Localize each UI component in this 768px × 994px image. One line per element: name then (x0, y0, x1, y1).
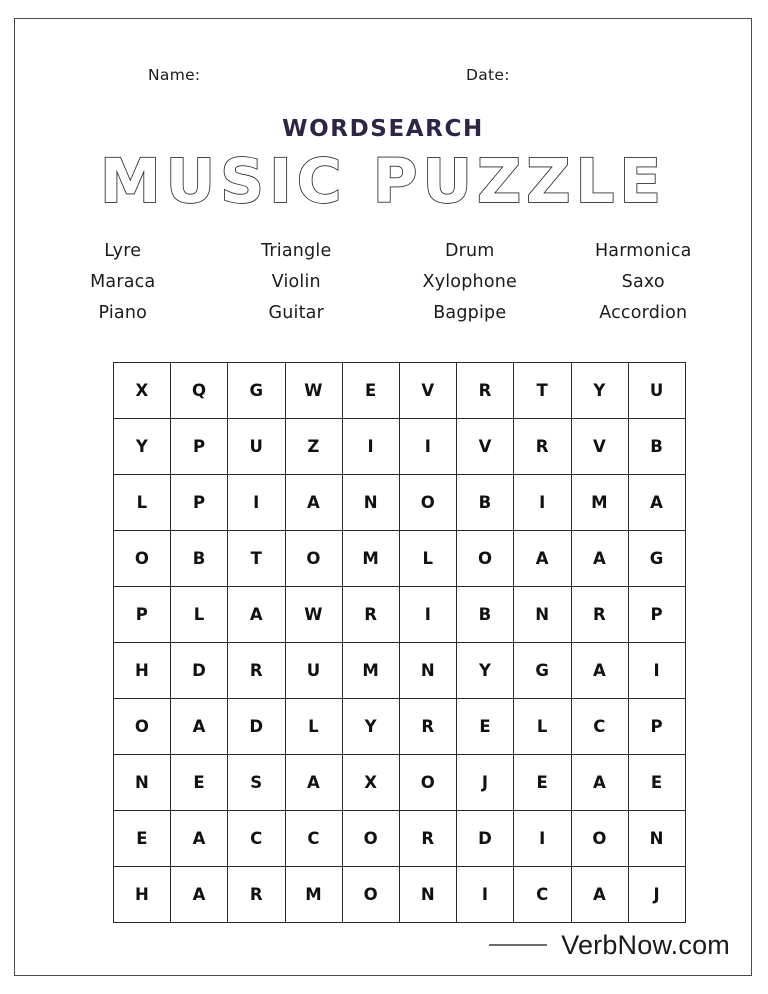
grid-cell[interactable]: C (228, 811, 285, 867)
grid-cell[interactable]: R (457, 363, 514, 419)
grid-cell[interactable]: Y (114, 419, 171, 475)
grid-cell[interactable]: R (228, 643, 285, 699)
grid-cell[interactable]: I (399, 587, 456, 643)
grid-cell[interactable]: A (171, 867, 228, 923)
grid-cell[interactable]: C (571, 699, 628, 755)
grid-cell[interactable]: L (285, 699, 342, 755)
word-item: Drum (444, 241, 495, 261)
word-item: Guitar (268, 303, 324, 323)
grid-row (114, 699, 686, 755)
word-item: Saxo (621, 272, 665, 292)
grid-cell[interactable]: A (171, 699, 228, 755)
grid-cell[interactable]: O (399, 755, 456, 811)
grid-cell[interactable]: O (114, 699, 171, 755)
grid-cell[interactable]: N (342, 475, 399, 531)
word-item: Maraca (90, 272, 156, 292)
grid-cell[interactable]: R (228, 867, 285, 923)
grid-cell[interactable]: A (571, 643, 628, 699)
student-info-row (14, 66, 752, 92)
grid-cell[interactable]: Q (171, 363, 228, 419)
grid-cell[interactable]: N (114, 755, 171, 811)
grid-cell[interactable]: A (171, 811, 228, 867)
grid-cell[interactable]: V (457, 419, 514, 475)
grid-cell[interactable]: R (399, 699, 456, 755)
grid-cell[interactable]: G (628, 531, 685, 587)
brand-label: VerbNow.com (561, 929, 730, 960)
grid-cell[interactable]: E (171, 755, 228, 811)
grid-cell[interactable]: A (228, 587, 285, 643)
grid-cell[interactable]: I (514, 475, 571, 531)
grid-cell[interactable]: M (571, 475, 628, 531)
grid-cell[interactable]: E (628, 755, 685, 811)
grid-cell[interactable]: X (342, 755, 399, 811)
puzzle-grid (113, 362, 686, 923)
grid-cell[interactable]: B (457, 587, 514, 643)
grid-cell[interactable]: A (571, 867, 628, 923)
grid-cell[interactable]: N (399, 867, 456, 923)
grid-cell[interactable]: L (171, 587, 228, 643)
grid-cell[interactable]: B (457, 475, 514, 531)
grid-cell[interactable]: Z (285, 419, 342, 475)
grid-row (114, 587, 686, 643)
date-label: Date: (466, 66, 510, 84)
grid-cell[interactable]: W (285, 363, 342, 419)
grid-row (114, 531, 686, 587)
grid-cell[interactable]: G (228, 363, 285, 419)
grid-cell[interactable]: E (342, 363, 399, 419)
grid-cell[interactable]: C (285, 811, 342, 867)
grid-row (114, 363, 686, 419)
grid-cell[interactable]: N (514, 587, 571, 643)
grid-cell[interactable]: P (628, 587, 685, 643)
grid-row (114, 867, 686, 923)
grid-cell[interactable]: H (114, 867, 171, 923)
grid-cell[interactable]: I (342, 419, 399, 475)
grid-cell[interactable]: R (571, 587, 628, 643)
word-list-column-2 (210, 236, 384, 329)
grid-cell[interactable]: L (514, 699, 571, 755)
grid-cell[interactable]: I (399, 419, 456, 475)
worksheet-content (14, 18, 752, 976)
word-list (14, 236, 752, 329)
grid-cell[interactable]: U (628, 363, 685, 419)
grid-cell[interactable]: A (571, 755, 628, 811)
name-label: Name: (148, 66, 201, 84)
word-item: Lyre (104, 241, 142, 261)
word-item: Violin (271, 272, 321, 292)
grid-cell[interactable]: A (285, 755, 342, 811)
grid-cell[interactable]: S (228, 755, 285, 811)
grid-cell[interactable]: A (628, 475, 685, 531)
grid-row (114, 811, 686, 867)
grid-row (114, 643, 686, 699)
grid-cell[interactable]: R (514, 419, 571, 475)
grid-cell[interactable]: V (399, 363, 456, 419)
grid-cell[interactable]: B (628, 419, 685, 475)
grid-cell[interactable]: G (514, 643, 571, 699)
word-item: Harmonica (594, 241, 692, 261)
grid-cell[interactable]: D (457, 811, 514, 867)
grid-cell[interactable]: P (171, 419, 228, 475)
grid-cell[interactable]: N (399, 643, 456, 699)
grid-cell[interactable]: E (514, 755, 571, 811)
grid-cell[interactable]: A (285, 475, 342, 531)
grid-cell[interactable]: U (285, 643, 342, 699)
grid-cell[interactable]: I (228, 475, 285, 531)
grid-cell[interactable]: P (628, 699, 685, 755)
footer (14, 922, 752, 968)
word-item: Triangle (261, 241, 332, 261)
grid-cell[interactable]: O (457, 531, 514, 587)
word-item: Bagpipe (433, 303, 507, 323)
grid-cell[interactable]: P (171, 475, 228, 531)
puzzle-grid-container (113, 362, 664, 923)
grid-cell[interactable]: A (514, 531, 571, 587)
worksheet-subtitle: WORDSEARCH (282, 116, 484, 142)
grid-cell[interactable]: A (571, 531, 628, 587)
grid-cell[interactable]: B (171, 531, 228, 587)
grid-cell[interactable]: Y (457, 643, 514, 699)
grid-cell[interactable]: R (342, 587, 399, 643)
grid-cell[interactable]: X (114, 363, 171, 419)
grid-cell[interactable]: I (628, 643, 685, 699)
word-item: Piano (98, 303, 148, 323)
grid-cell[interactable]: V (571, 419, 628, 475)
word-list-column-4 (557, 236, 731, 329)
grid-cell[interactable]: W (285, 587, 342, 643)
grid-cell[interactable]: O (399, 475, 456, 531)
grid-cell[interactable]: T (514, 363, 571, 419)
grid-cell[interactable]: P (114, 587, 171, 643)
footer-divider (489, 944, 547, 946)
grid-cell[interactable]: Y (342, 699, 399, 755)
grid-row (114, 755, 686, 811)
grid-cell[interactable]: L (114, 475, 171, 531)
grid-cell[interactable]: U (228, 419, 285, 475)
grid-cell[interactable]: H (114, 643, 171, 699)
word-item: Xylophone (422, 272, 517, 292)
grid-cell[interactable]: D (171, 643, 228, 699)
word-list-column-3 (383, 236, 557, 329)
word-list-column-1 (36, 236, 210, 329)
grid-cell[interactable]: M (342, 643, 399, 699)
grid-cell[interactable]: T (228, 531, 285, 587)
grid-cell[interactable]: D (228, 699, 285, 755)
grid-cell[interactable]: O (285, 531, 342, 587)
grid-cell[interactable]: J (457, 755, 514, 811)
grid-row (114, 419, 686, 475)
grid-cell[interactable]: L (399, 531, 456, 587)
grid-cell[interactable]: R (399, 811, 456, 867)
grid-cell[interactable]: O (114, 531, 171, 587)
grid-cell[interactable]: O (342, 811, 399, 867)
grid-cell[interactable]: Y (571, 363, 628, 419)
grid-cell[interactable]: O (342, 867, 399, 923)
grid-cell[interactable]: M (342, 531, 399, 587)
word-item: Accordion (599, 303, 688, 323)
grid-cell[interactable]: J (628, 867, 685, 923)
grid-cell[interactable]: E (114, 811, 171, 867)
grid-cell[interactable]: I (457, 867, 514, 923)
grid-cell[interactable]: C (514, 867, 571, 923)
grid-row (114, 475, 686, 531)
grid-cell[interactable]: N (628, 811, 685, 867)
grid-cell[interactable]: I (514, 811, 571, 867)
page-title: MUSIC PUZZLE (99, 146, 667, 217)
grid-cell[interactable]: M (285, 867, 342, 923)
grid-cell[interactable]: E (457, 699, 514, 755)
grid-cell[interactable]: O (571, 811, 628, 867)
